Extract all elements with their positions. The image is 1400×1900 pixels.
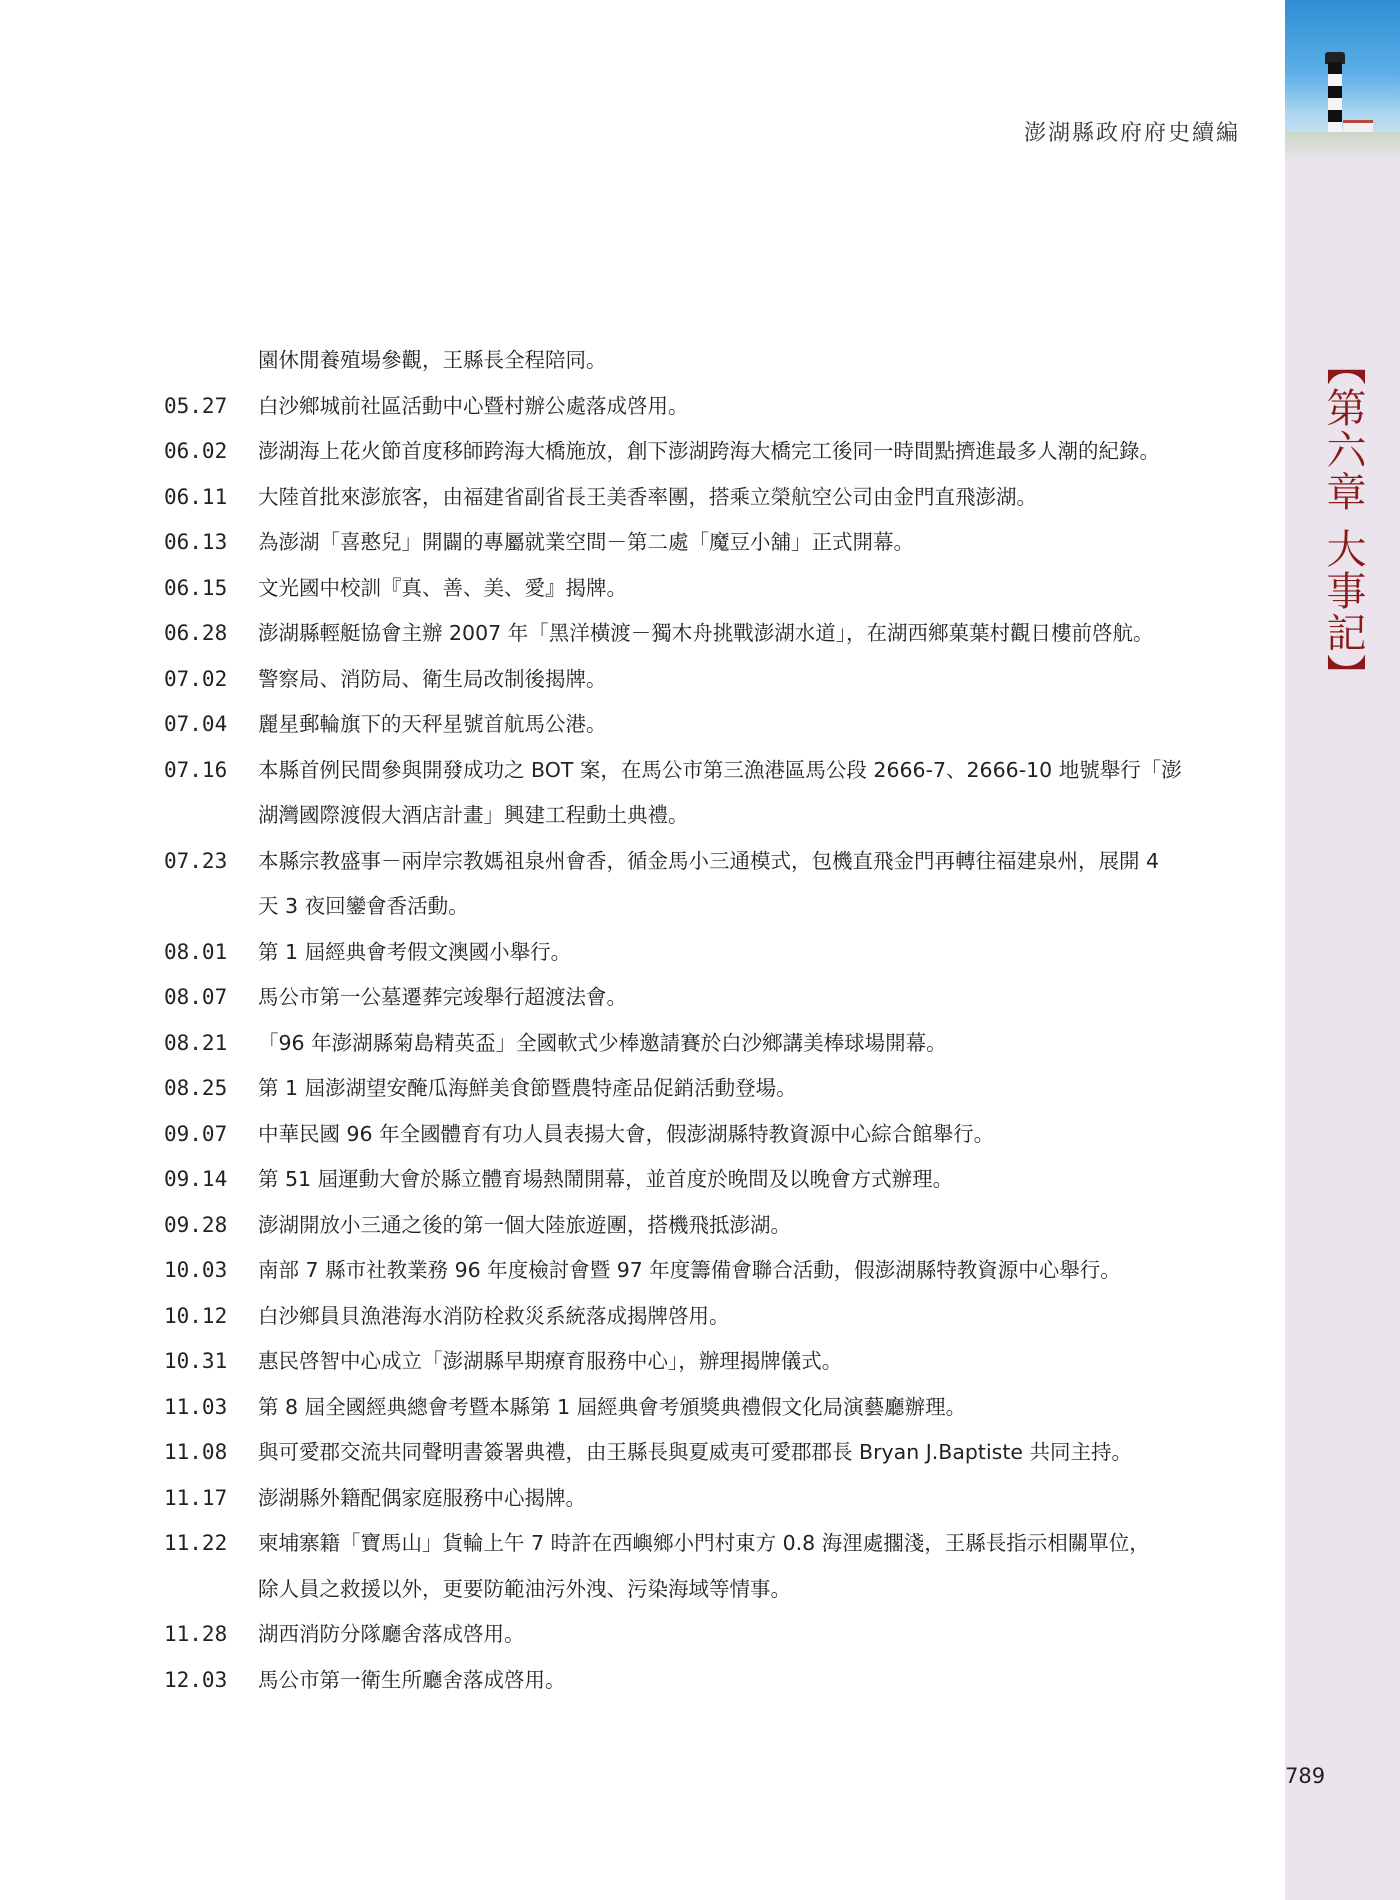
event-entry [0,520,1260,566]
chapter-title: 【第六章 大事記】 [1320,345,1366,696]
event-entry [0,930,1260,976]
event-description: 本縣首例民間參與開發成功之 BOT 案，在馬公市第三漁港區馬公段 2666-7、2666-10 地號舉行「澎 [258,757,1182,782]
event-date: 06.13 [164,530,228,554]
event-date: 07.23 [164,848,228,873]
event-date: 11.22 [164,1531,228,1555]
event-date: 07.16 [164,757,228,782]
event-description: 中華民國 96 年全國體育有功人員表揚大會，假澎湖縣特教資源中心綜合館舉行。 [258,1121,995,1146]
event-date: 07.04 [164,712,228,736]
event-date: 09.07 [164,1121,228,1146]
event-description: 湖西消防分隊廳舍落成啓用。 [258,1622,525,1646]
event-entry [0,338,1260,384]
event-date: 05.27 [164,393,228,418]
event-date: 06.15 [164,575,228,600]
event-description: 為澎湖「喜憨兒」開闢的專屬就業空間－第二處「魔豆小舖」正式開幕。 [258,530,914,554]
event-date: 06.28 [164,621,228,645]
event-entry [0,702,1260,748]
event-description: 惠民啓智中心成立「澎湖縣早期療育服務中心」，辦理揭牌儀式。 [258,1349,843,1373]
event-entry [0,748,1260,839]
book-title: 澎湖縣政府府史續編 [1023,121,1240,146]
event-entry [0,1021,1260,1067]
event-entry [0,657,1260,703]
event-entry [0,1385,1260,1431]
event-entry [0,975,1260,1021]
event-entry [0,839,1260,930]
event-entry [0,1476,1260,1522]
event-description: 文光國中校訓『真、善、美、愛』揭牌。 [258,575,627,600]
event-date: 06.02 [164,439,228,463]
event-description: 澎湖海上花火節首度移師跨海大橋施放，創下澎湖跨海大橋完工後同一時間點擠進最多人潮的紀錄。 [258,439,1160,463]
event-date: 07.02 [164,666,228,691]
event-description: 湖灣國際渡假大酒店計畫」興建工程動土典禮。 [258,803,689,827]
event-date: 08.07 [164,985,228,1009]
event-description: 第 8 屆全國經典總會考暨本縣第 1 屆經典會考頒獎典禮假文化局演藝廳辦理。 [258,1394,967,1419]
event-description: 大陸首批來澎旅客，由福建省副省長王美香率團，搭乘立榮航空公司由金門直飛澎湖。 [258,484,1037,509]
page-number: 789 [1285,1764,1326,1788]
event-description: 本縣宗教盛事－兩岸宗教媽祖泉州會香，循金馬小三通模式，包機直飛金門再轉往福建泉州，展開 4 [258,848,1160,873]
event-entry [0,1157,1260,1203]
chapter-side-strip [1285,0,1400,1900]
event-entry [0,384,1260,430]
event-entry [0,1612,1260,1658]
event-entry [0,1112,1260,1158]
event-date: 11.08 [164,1440,228,1464]
event-description: 澎湖縣輕艇協會主辦 2007 年「黑洋橫渡－獨木舟挑戰澎湖水道」，在湖西鄉菓葉村觀日樓前啓航。 [258,621,1154,645]
event-date: 12.03 [164,1667,228,1692]
event-date: 10.31 [164,1349,228,1373]
event-date: 11.17 [164,1485,228,1510]
event-description: 第 1 屆澎湖望安醃瓜海鮮美食節暨農特產品促銷活動登場。 [258,1076,797,1100]
event-entry [0,611,1260,657]
event-description: 與可愛郡交流共同聲明書簽署典禮，由王縣長與夏威夷可愛郡郡長 Bryan J.Baptiste 共同主持。 [258,1440,1132,1464]
event-date: 10.12 [164,1303,228,1328]
event-date: 11.28 [164,1622,228,1646]
event-entry [0,1339,1260,1385]
event-description: 澎湖開放小三通之後的第一個大陸旅遊團，搭機飛抵澎湖。 [258,1212,791,1237]
event-description: 天 3 夜回鑾會香活動。 [258,894,469,918]
event-date: 10.03 [164,1258,228,1282]
event-entry [0,1658,1260,1704]
event-description: 白沙鄉城前社區活動中心暨村辦公處落成啓用。 [258,393,689,418]
event-date: 08.25 [164,1076,228,1100]
event-date: 09.14 [164,1167,228,1191]
event-description: 第 1 屆經典會考假文澳國小舉行。 [258,939,572,964]
event-entry [0,1248,1260,1294]
event-entry [0,1294,1260,1340]
event-entry [0,1521,1260,1612]
event-description: 南部 7 縣市社教業務 96 年度檢討會暨 97 年度籌備會聯合活動，假澎湖縣特教資源中心舉行。 [258,1258,1121,1282]
event-entry [0,429,1260,475]
event-date: 08.01 [164,939,228,964]
event-description: 白沙鄉員貝漁港海水消防栓救災系統落成揭牌啓用。 [258,1303,730,1328]
chronology-list [0,338,1260,1703]
event-description: 第 51 屆運動大會於縣立體育場熱鬧開幕，並首度於晚間及以晚會方式辦理。 [258,1167,954,1191]
event-date: 09.28 [164,1212,228,1237]
event-description: 除人員之救援以外，更要防範油污外洩、污染海域等情事。 [258,1576,791,1601]
event-date: 06.11 [164,484,228,509]
event-description: 麗星郵輪旗下的天秤星號首航馬公港。 [258,712,607,736]
lighthouse-photo [1285,0,1400,160]
event-entry [0,1066,1260,1112]
event-entry [0,566,1260,612]
photo-ground [1285,132,1400,160]
event-description: 柬埔寨籍「寶馬山」貨輪上午 7 時許在西嶼鄉小門村東方 0.8 海浬處擱淺，王縣長指示相關單位， [258,1531,1150,1555]
event-entry [0,1430,1260,1476]
event-entry [0,1203,1260,1249]
event-description: 警察局、消防局、衛生局改制後揭牌。 [258,666,607,691]
event-entry [0,475,1260,521]
event-description: 園休閒養殖場參觀，王縣長全程陪同。 [258,348,607,372]
event-date: 11.03 [164,1394,228,1419]
event-description: 澎湖縣外籍配偶家庭服務中心揭牌。 [258,1485,586,1510]
event-description: 馬公市第一公墓遷葬完竣舉行超渡法會。 [258,985,627,1009]
event-date: 08.21 [164,1030,228,1055]
event-description: 「96 年澎湖縣菊島精英盃」全國軟式少棒邀請賽於白沙鄉講美棒球場開幕。 [258,1030,947,1055]
event-description: 馬公市第一衛生所廳舍落成啓用。 [258,1667,566,1692]
lighthouse-tower-icon [1328,62,1342,140]
